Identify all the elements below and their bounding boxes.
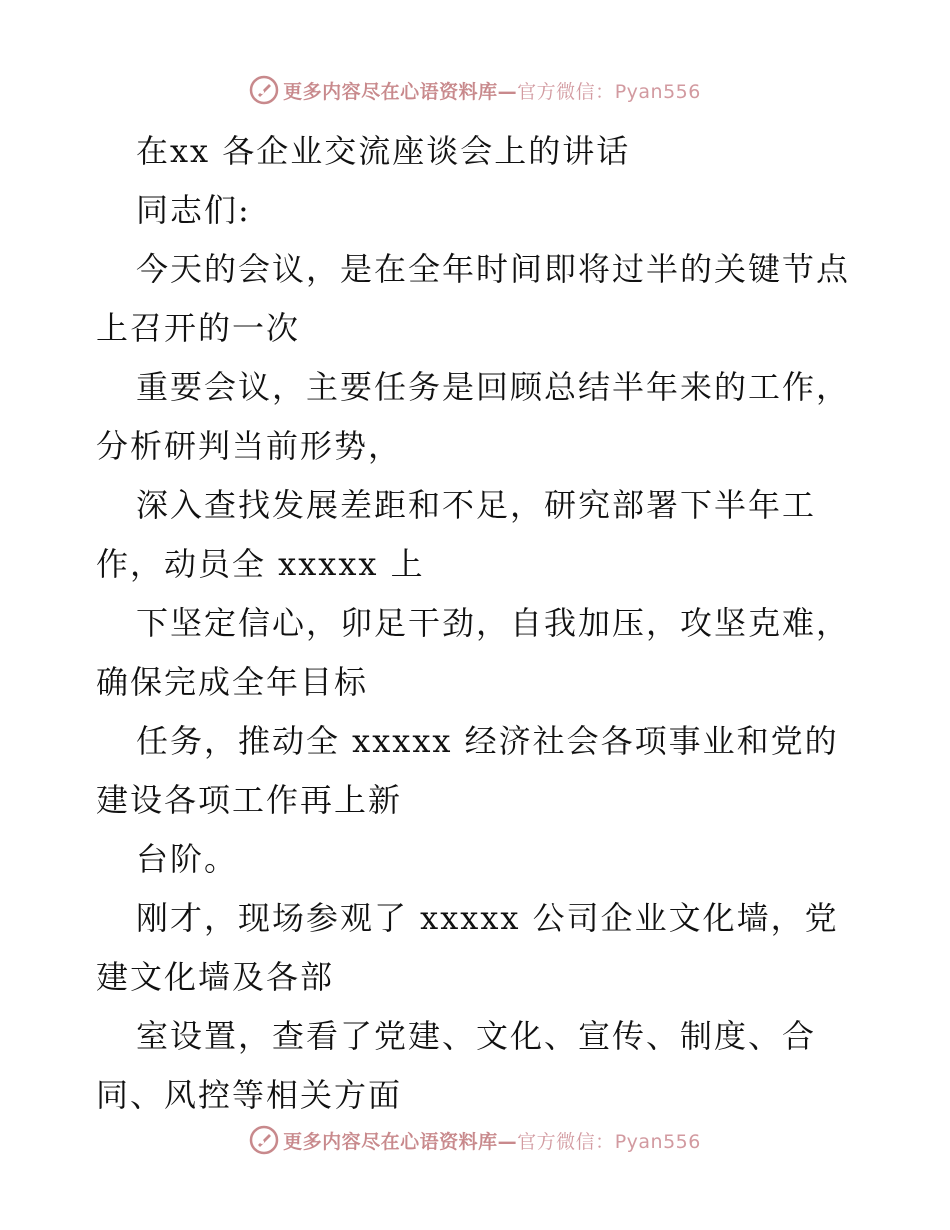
text-line: 深入查找发展差距和不足，研究部署下半年工 xyxy=(136,486,817,524)
text-line: 建设各项工作再上新 xyxy=(96,781,403,819)
text-line: 台阶。 xyxy=(136,840,239,878)
text-line: 室设置，查看了党建、文化、宣传、制度、合 xyxy=(136,1017,817,1055)
text-line: 今天的会议，是在全年时间即将过半的关键节点 xyxy=(136,250,851,288)
header-watermark xyxy=(0,70,950,110)
logo-icon xyxy=(249,1125,279,1155)
salutation: 同志们: xyxy=(136,191,251,229)
text-line: 下坚定信心，卯足干劲，自我加压，攻坚克难， xyxy=(136,604,851,642)
document-title: 在xx 各企业交流座谈会上的讲话 xyxy=(136,132,631,170)
watermark-text: 更多内容尽在心语资料库—官方微信：Pyan556 xyxy=(283,1130,701,1153)
text-line: 作，动员全 xxxxx 上 xyxy=(96,545,425,583)
text-line: 同、风控等相关方面 xyxy=(96,1076,403,1114)
text-line: 上召开的一次 xyxy=(96,309,301,347)
text-line: 确保完成全年目标 xyxy=(96,663,369,701)
watermark-text: 更多内容尽在心语资料库—官方微信：Pyan556 xyxy=(283,80,701,103)
text-line: 刚才，现场参观了 xxxxx 公司企业文化墙，党 xyxy=(136,899,839,937)
text-line: 任务，推动全 xxxxx 经济社会各项事业和党的 xyxy=(136,722,839,760)
text-line: 重要会议，主要任务是回顾总结半年来的工作， xyxy=(136,368,851,406)
text-line: 分析研判当前形势， xyxy=(96,427,403,465)
document-body xyxy=(96,122,856,1125)
text-line: 建文化墙及各部 xyxy=(96,958,335,996)
footer-watermark xyxy=(0,1120,950,1160)
logo-icon xyxy=(249,75,279,105)
